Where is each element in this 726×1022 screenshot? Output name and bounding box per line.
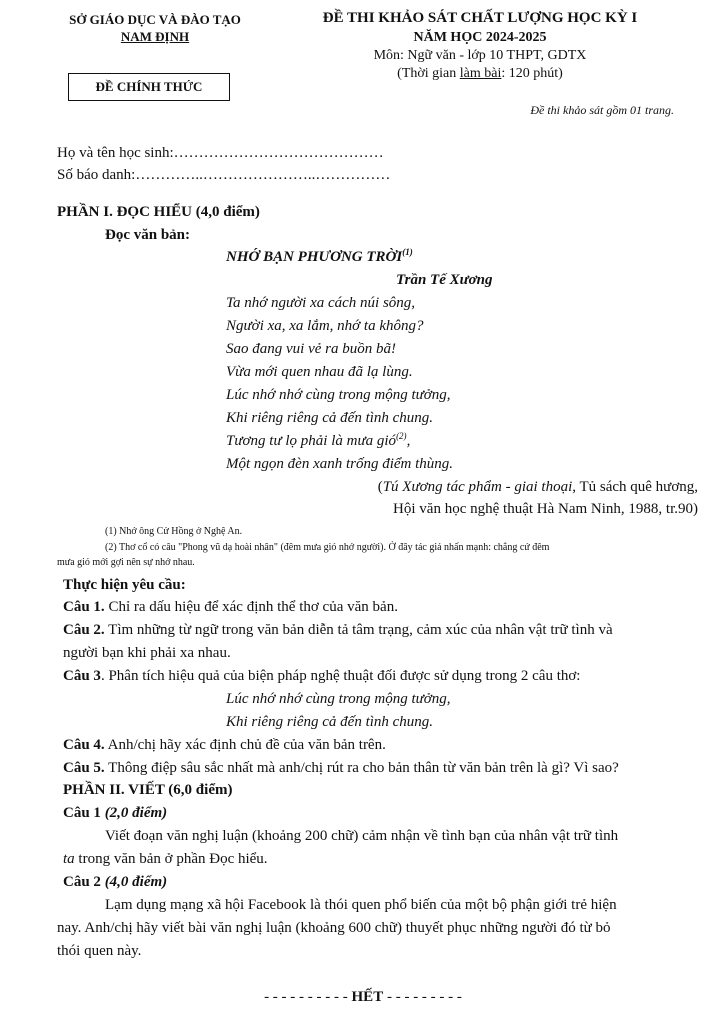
poem-line-7-footnote-ref: (2) [396,431,407,441]
question-5 [63,760,619,777]
subject: Môn: Ngữ văn - lớp 10 THPT, GDTX [373,48,587,63]
duration-prefix: (Thời gian [397,66,460,81]
poem-line-7 [226,433,410,450]
writing-question-2-line-1: Lạm dụng mạng xã hội Facebook là thói quen phổ biến của một bộ phận giới trẻ hiện [105,897,617,913]
duration [270,66,690,82]
question-4-label: Câu 4. [63,737,105,753]
poem-line-2: Người xa, xa lắm, nhớ ta không? [226,318,424,334]
exam-title: ĐỀ THI KHẢO SÁT CHẤT LƯỢNG HỌC KỲ I [322,10,638,26]
question-2-cont: người bạn khi phải xa nhau. [63,645,231,661]
writing-question-1 [63,805,167,822]
poem-line-7-end: , [406,433,411,449]
writing-question-1-italic: ta [63,851,75,867]
question-3-label: Câu 3 [63,668,101,684]
end-label: HẾT [351,989,384,1005]
duration-underlined: làm bài [459,66,502,81]
department-location-text: NAM ĐỊNH [120,29,190,44]
poem-line-4: Vừa mới quen nhau đã lạ lùng. [226,364,413,380]
writing-question-1-line-2 [63,851,268,868]
poem-line-3: Sao đang vui vẻ ra buồn bã! [226,341,396,357]
question-4-text: Anh/chị hãy xác định chủ đề của văn bản trên. [104,737,386,753]
student-name-line: Họ và tên học sinh:…………………………………… [57,145,384,161]
poem-line-1: Ta nhớ người xa cách núi sông, [226,295,416,311]
writing-question-2-line-2: nay. Anh/chị hãy viết bài văn nghị luận (khoảng 600 chữ) thuyết phục những người đó từ bỏ [57,920,611,936]
writing-question-1-label: Câu 1 [63,805,105,821]
question-3 [63,668,580,685]
department-name: SỞ GIÁO DỤC VÀ ĐÀO TẠO [69,12,241,27]
poem-author: Trần Tế Xương [396,272,493,288]
question-3-quote-1: Lúc nhớ nhớ cùng trong mộng tưởng, [226,691,451,707]
end-dashes-right: - - - - - - - - - [383,989,462,1005]
poem-line-8: Một ngọn đèn xanh trống điểm thùng. [226,456,454,472]
question-5-label: Câu 5. [63,760,105,776]
end-dashes-left: - - - - - - - - - - [264,989,352,1005]
poem-source-rest: , Tủ sách quê hương, [572,479,698,495]
writing-question-2-label: Câu 2 [63,874,105,890]
student-id-line: Số báo danh:…………..…………………..…………… [57,167,391,183]
writing-question-1-line-1: Viết đoạn văn nghị luận (khoảng 200 chữ) cảm nhận về tình bạn của nhân vật trữ tình [105,828,619,844]
footnote-2-line-2: mưa gió mới gợi nên sự nhớ nhau. [57,557,195,568]
poem-source-book: Tú Xương tác phẩm - giai thoại [382,479,573,495]
page-note: Đề thi khảo sát gồm 01 trang. [530,103,674,117]
poem-line-5: Lúc nhớ nhớ cùng trong mộng tưởng, [226,387,451,403]
question-1-text: Chỉ ra dấu hiệu để xác định thể thơ của văn bản. [104,599,398,615]
official-label: ĐỀ CHÍNH THỨC [95,79,203,94]
duration-suffix: : 120 phút) [501,66,563,81]
poem-title [226,249,413,266]
poem-source-publisher: Hội văn học nghệ thuật Hà Nam Ninh, 1988, tr.90) [393,501,698,517]
read-label: Đọc văn bản: [105,227,191,243]
part2-heading: PHẦN II. VIẾT (6,0 điểm) [63,782,233,798]
poem-title-footnote-ref: (1) [402,247,413,257]
writing-question-1-points: (2,0 điểm) [104,805,168,821]
question-4 [63,737,386,754]
question-2-label: Câu 2. [63,622,105,638]
writing-question-2-line-3: thói quen này. [57,943,142,959]
department-location [55,29,255,45]
question-1-label: Câu 1. [63,599,105,615]
writing-question-1-rest: trong văn bản ở phần Đọc hiểu. [74,851,268,867]
poem-line-7-text: Tương tư lọ phải là mưa gió [226,433,397,449]
writing-question-2-points: (4,0 điểm) [104,874,168,890]
poem-line-6: Khi riêng riêng cả đến tình chung. [226,410,434,426]
footnote-2-line-1: (2) Thơ cổ có câu "Phong vũ dạ hoài nhân" (đêm mưa gió nhớ người). Ở đây tác giả nhấn mạnh: chẳng cứ đêm [105,542,550,553]
question-2-text: Tìm những từ ngữ trong văn bản diễn tả tâm trạng, cảm xúc của nhân vật trữ tình và [104,622,613,638]
poem-source-open: ( [377,479,383,495]
writing-question-2 [63,874,167,891]
school-year: NĂM HỌC 2024-2025 [413,30,547,45]
part1-heading: PHẦN I. ĐỌC HIỂU (4,0 điểm) [57,204,260,220]
question-3-quote-2: Khi riêng riêng cả đến tình chung. [226,714,434,730]
poem-title-text: NHỚ BẠN PHƯƠNG TRỜI [226,249,403,265]
footnote-1: (1) Nhớ ông Cử Hồng ở Nghệ An. [105,526,243,537]
end-marker [0,989,726,1006]
tasks-heading: Thực hiện yêu cầu: [63,577,186,593]
question-1 [63,599,398,616]
poem-source [378,479,698,496]
question-3-text: . Phân tích hiệu quả của biện pháp nghệ thuật đối được sử dụng trong 2 câu thơ: [100,668,581,684]
question-2 [63,622,613,639]
question-5-text: Thông điệp sâu sắc nhất mà anh/chị rút ra cho bản thân từ văn bản trên là gì? Vì sao? [104,760,619,776]
